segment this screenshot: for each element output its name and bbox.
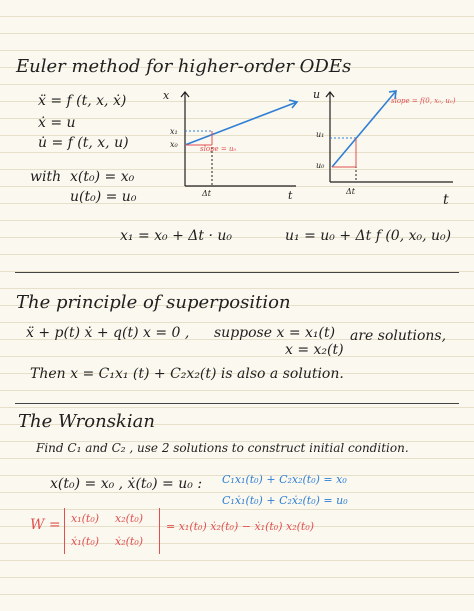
x1-tick: x₁ <box>170 127 178 136</box>
u1-update-formula: u₁ = u₀ + Δt f (0, x₀, u₀) <box>285 228 452 244</box>
x1-update-formula: x₁ = x₀ + Δt · u₀ <box>120 228 232 244</box>
u0-tick: u₀ <box>316 161 325 170</box>
suppose-x2: x = x₂(t) <box>285 342 344 358</box>
euler-equation-3: u̇ = f (t, x, u) <box>38 135 129 151</box>
wronskian-system-eq2: C₁ẋ₁(t₀) + C₂ẋ₂(t₀) = u₀ <box>222 494 348 507</box>
u1-tick: u₁ <box>316 130 325 139</box>
condition-x: x(t₀) = x₀ <box>70 169 135 185</box>
superposition-title: The principle of superposition <box>16 292 291 313</box>
condition-u: u(t₀) = u₀ <box>70 189 137 205</box>
t-axis-label-left: t <box>288 189 293 202</box>
euler-x-graph <box>160 84 310 209</box>
wronskian-determinant <box>64 508 160 554</box>
delta-t-left: Δt <box>202 189 211 198</box>
slope-f-label: slope = f(0, x₀, u₀) <box>391 97 456 105</box>
matrix-cell-21: ẋ₁(t₀) <box>71 535 100 548</box>
slope-u0-label: slope = u₀ <box>200 145 237 153</box>
section-divider-2 <box>15 403 459 404</box>
wronskian-instruction: Find C₁ and C₂ , use 2 solutions to construct initial condition. <box>36 441 409 455</box>
wronskian-w-label: W = <box>30 517 61 533</box>
euler-u-graph <box>305 80 470 212</box>
are-solutions-text: are solutions, <box>350 328 447 344</box>
matrix-cell-12: x₂(t₀) <box>115 512 144 525</box>
euler-equation-1: ẍ = f (t, x, ẋ) <box>38 93 127 109</box>
t-axis-label-right: t <box>443 192 449 208</box>
superposition-ode: ẍ + p(t) ẋ + q(t) x = 0 , <box>26 325 190 341</box>
matrix-cell-11: x₁(t₀) <box>71 512 100 525</box>
wronskian-initial-conditions: x(t₀) = x₀ , ẋ(t₀) = u₀ : <box>50 476 203 492</box>
x-axis-label: x <box>163 89 170 102</box>
wronskian-system-eq1: C₁x₁(t₀) + C₂x₂(t₀) = x₀ <box>222 473 347 486</box>
delta-t-right: Δt <box>346 187 355 196</box>
euler-equation-2: ẋ = u <box>38 115 76 131</box>
section-divider-1 <box>15 272 459 273</box>
matrix-cell-22: ẋ₂(t₀) <box>115 535 144 548</box>
u-axis-label: u <box>313 88 321 101</box>
suppose-x1: suppose x = x₁(t) <box>214 325 336 341</box>
x0-tick: x₀ <box>170 140 178 149</box>
wronskian-title: The Wronskian <box>18 411 155 432</box>
euler-title: Euler method for higher-order ODEs <box>16 56 352 77</box>
wronskian-result: = x₁(t₀) ẋ₂(t₀) − ẋ₁(t₀) x₂(t₀) <box>166 520 315 533</box>
with-label: with <box>30 169 62 185</box>
then-statement: Then x = C₁x₁ (t) + C₂x₂(t) is also a solution. <box>30 366 344 382</box>
